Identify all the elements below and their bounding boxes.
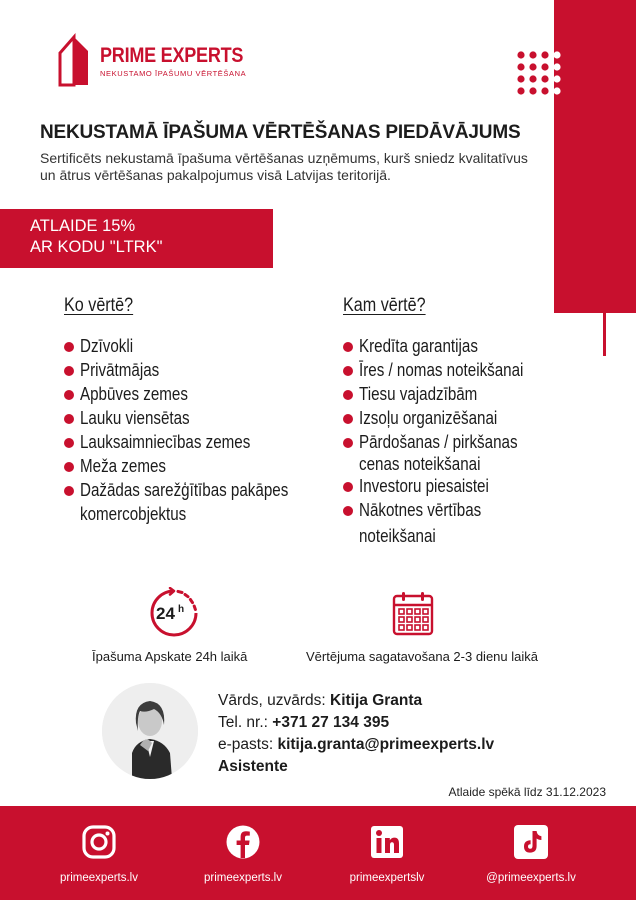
tiktok-icon[interactable] bbox=[513, 824, 549, 860]
list-item: Kredīta garantijas bbox=[343, 334, 560, 358]
preparation-feature-label: Vērtējuma sagatavošana 2-3 dienu laikā bbox=[306, 649, 538, 664]
facebook-icon[interactable] bbox=[225, 824, 261, 860]
contact-card bbox=[218, 690, 494, 778]
brand-tagline: NEKUSTAMO ĪPAŠUMU VĒRTĒŠANA bbox=[100, 68, 247, 78]
what-heading: Ko vērtē? bbox=[64, 295, 134, 316]
list-item: Īres / nomas noteikšanai bbox=[343, 358, 560, 382]
decorative-red-line bbox=[603, 296, 606, 356]
contact-phone[interactable]: +371 27 134 395 bbox=[272, 714, 390, 731]
list-item: Privātmājas bbox=[64, 358, 334, 382]
avatar bbox=[102, 683, 198, 779]
list-item: Tiesu vajadzībām bbox=[343, 382, 560, 406]
social-handle[interactable]: primeexperts.lv bbox=[60, 872, 138, 884]
instagram-icon[interactable] bbox=[81, 824, 117, 860]
house-logo-icon bbox=[58, 33, 90, 89]
svg-text:h: h bbox=[178, 604, 185, 615]
social-handle[interactable]: @primeexperts.lv bbox=[486, 872, 576, 884]
social-tiktok[interactable] bbox=[456, 824, 606, 884]
discount-validity: Atlaide spēkā līdz 31.12.2023 bbox=[448, 785, 606, 799]
social-instagram[interactable] bbox=[24, 824, 174, 884]
social-handle[interactable]: primeexpertslv bbox=[349, 872, 425, 884]
list-item: Izsoļu organizēšanai bbox=[343, 406, 560, 430]
contact-name-label: Vārds, uzvārds: bbox=[218, 692, 326, 709]
social-handle[interactable]: primeexperts.lv bbox=[204, 872, 282, 884]
brand-logo bbox=[58, 33, 266, 89]
list-item: Dzīvokli bbox=[64, 334, 334, 358]
page-title: NEKUSTAMĀ ĪPAŠUMA VĒRTĒŠANAS PIEDĀVĀJUMS bbox=[40, 122, 521, 143]
contact-role: Asistente bbox=[218, 758, 288, 775]
brand-name: PRIME EXPERTS bbox=[100, 43, 244, 67]
discount-line-2: AR KODU "LTRK" bbox=[30, 238, 163, 256]
intro-text: Sertificēts nekustamā īpašuma vērtēšanas uzņēmums, kurš sniedz kvalitatīvus un ātrus vērtēšanas pakalpojumus visā Latvijas teritorijā. bbox=[40, 150, 528, 183]
social-footer bbox=[0, 806, 636, 900]
who-is-it-for-section bbox=[343, 295, 560, 548]
why-heading: Kam vērtē? bbox=[343, 295, 426, 316]
list-item: Meža zemes bbox=[64, 454, 334, 478]
social-facebook[interactable] bbox=[168, 824, 318, 884]
discount-line-1: ATLAIDE 15% bbox=[30, 217, 136, 235]
calendar-icon bbox=[392, 590, 434, 636]
clock-24h-icon bbox=[148, 587, 200, 639]
decorative-red-band bbox=[554, 0, 636, 313]
contact-email-label: e-pasts: bbox=[218, 736, 274, 753]
contact-phone-label: Tel. nr.: bbox=[218, 714, 268, 731]
contact-name: Kitija Granta bbox=[330, 692, 423, 709]
list-item: Lauksaimniecības zemes bbox=[64, 430, 334, 454]
list-item: Pārdošanas / pirkšanas cenas noteikšanai bbox=[343, 430, 560, 474]
discount-banner bbox=[0, 209, 273, 268]
linkedin-icon[interactable] bbox=[369, 824, 405, 860]
contact-email[interactable]: kitija.granta@primeexperts.lv bbox=[277, 736, 495, 753]
social-linkedin[interactable] bbox=[312, 824, 462, 884]
list-item: Dažādas sarežģītības pakāpes komercobjektus bbox=[64, 478, 334, 526]
list-item: Apbūves zemes bbox=[64, 382, 334, 406]
inspection-feature-label: Īpašuma Apskate 24h laikā bbox=[92, 649, 248, 664]
list-item: Nākotnes vērtības noteikšanai bbox=[343, 498, 560, 548]
list-item: Lauku viensētas bbox=[64, 406, 334, 430]
what-is-valued-section bbox=[64, 295, 334, 526]
svg-text:24: 24 bbox=[156, 604, 175, 623]
list-item: Investoru piesaistei bbox=[343, 474, 560, 498]
dot-grid-decoration bbox=[516, 50, 564, 98]
